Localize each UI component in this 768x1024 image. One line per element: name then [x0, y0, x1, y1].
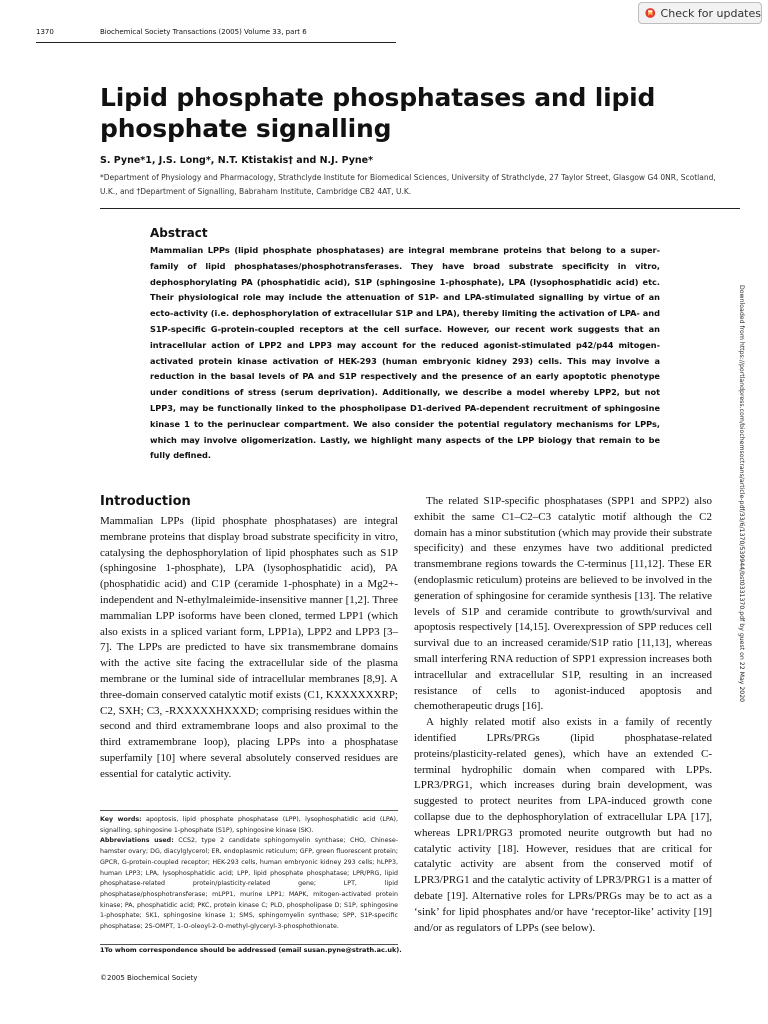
abstract-heading: Abstract: [150, 226, 208, 240]
check-updates-icon: [645, 6, 656, 20]
check-updates-label: Check for updates: [660, 6, 761, 20]
footnote-rule: [100, 810, 398, 811]
download-notice-text: Downloaded from https://portlandpress.com/biochemsoctrans/article-pdf/33/6/1370/539944/bst0331370.pdf by guest on 22 May 2020: [738, 285, 745, 703]
introduction-heading: Introduction: [100, 494, 191, 509]
title-rule: [100, 208, 740, 209]
left-column: [100, 514, 398, 783]
abstract-body: Mammalian LPPs (lipid phosphate phosphatases) are integral membrane proteins that belong to a super-family of lipid phosphatases/phosphotransferases. They have broad substrate specificity in vitro, dephosphorylating PA (phosphatidic acid), S1P (sphingosine 1-phosphate), LPA (lysophosphatidic acid) etc. Their physiological role may include the attenuation of S1P- and LPA-stimulated signalling by virtue of an ecto-activity (i.e. dephosphorylation of extracellular S1P and LPA), thereby limiting the activation of LPA- and S1P-specific G-protein-coupled receptors at the cell surface. However, our recent work suggests that an intracellular action of LPP2 and LPP3 may account for the reduced agonist-stimulated p42/p44 mitogen-activated protein kinase activation of HEK-293 (human embryonic kidney 293) cells. This may involve a reduction in the basal levels of PA and S1P respectively and the presence of an early apoptotic phenotype under conditions of stress (serum deprivation). Additionally, we describe a model whereby LPP2, but not LPP3, may be functionally linked to the phospholipase D1-derived PA-dependent recruitment of sphingosine kinase 1 to the perinuclear compartment. We also consider the potential regulatory mechanisms for LPPs, which may involve oligomerization. Lastly, we highlight many aspects of the LPP biology that remain to be fully defined.: [150, 245, 660, 461]
download-notice: [735, 285, 747, 975]
keywords-label: Key words:: [100, 816, 142, 823]
intro-paragraph-1: Mammalian LPPs (lipid phosphate phosphatases) are integral membrane proteins that display broad substrate specificity in vitro, catalysing the dephosphorylation of lipid phosphates such as S1P (sphingosine 1-phosphate), LPA (lysophosphatidic acid), PA (phosphatidic acid) and C1P (ceramide 1-phosphate) in a Mg2+-independent and N-ethylmaleimide-insensitive manner [1,2]. Three mammalian LPP isoforms have been cloned, termed LPP1 (which also exists in a spliced variant form, LPP1a), LPP2 and LPP3 [3–7]. The LPPs are predicted to have six transmembrane domains with the active site facing the extracellular side of the plasma membrane or the luminal side of intracellular membranes [8,9]. A three-domain conserved catalytic motif exists (C1, KXXXXXXRP; C2, SXH; C3, -RXXXXXHXXXD; comprising residues within the second and third extramembrane loops and also proximal to the third extramembrane loop), placing LPPs into a phosphatase superfamily [10] where several absolutely conserved residues are essential for catalytic activity.: [100, 515, 398, 780]
keywords-text: apoptosis, lipid phosphate phosphatase (LPP), lysophosphatidic acid (LPA), signalling, sphingosine 1-phosphate (S1P), sphingosine kinase (SK).: [100, 816, 398, 834]
correspondence-note: 1To whom correspondence should be addressed (email susan.pyne@strath.ac.uk).: [100, 946, 402, 954]
header-rule: [36, 42, 396, 43]
intro-paragraph-2: The related S1P-specific phosphatases (SPP1 and SPP2) also exhibit the same C1–C2–C3 catalytic motif although the C2 domain has a minor substitution (which may provide their substrate specificity) and these enzymes have two additional predicted transmembrane regions towards the C-terminus [11,12]. These ER (endoplasmic reticulum) proteins are believed to be involved in the generation of sphingosine for ceramide synthesis [13]. The relative levels of S1P and ceramide contribute to growth/survival and apoptosis respectively [14,15]. Overexpression of SPP reduces cell survival due to an increased ceramide/S1P ratio [11,13], whereas small interfering RNA reduction of SPP1 expression increases both intracellular and extracellular S1P, resulting in an increased resistance of cells to agonist-induced apoptosis and chemotherapeutic drugs [16].: [414, 495, 712, 713]
copyright: ©2005 Biochemical Society: [100, 974, 198, 982]
correspondence-rule: [100, 944, 398, 945]
intro-paragraph-3: A highly related motif also exists in a family of recently identified LPRs/PRGs (lipid phosphatase-related proteins/plasticity-related genes), which have an extended C-terminal hydrophilic domain when compared with LPPs. LPR3/PRG1, which increases during brain development, was suggested to protect neurites from LPA-induced growth cone collapse due to the dephosphorylation of extracellular LPA [17], whereas LPR1/PRG3 promoted neurite outgrowth but had no catalytic activity [18]. However, residues that are critical for catalytic activity are absent from the conserved motif of LPR3/PRG1 and the catalytic activity of LPR3/PRG1 is a matter of debate [19]. Alternative roles for LPRs/PRGs may be to act as a ‘sink’ for lipid phosphates and/or have ‘receptor-like’ activity [19] and/or as regulators of LPPs (see below).: [414, 716, 712, 934]
page-number: 1370: [36, 28, 54, 36]
article-title: Lipid phosphate phosphatases and lipid phosphate signalling: [100, 83, 656, 143]
abbreviations-label: Abbreviations used:: [100, 837, 174, 845]
author-list: S. Pyne*1, J.S. Long*, N.T. Ktistakis† and N.J. Pyne*: [100, 155, 374, 166]
check-for-updates-button[interactable]: [638, 2, 762, 24]
footnotes: [100, 815, 398, 933]
right-column: [414, 494, 712, 936]
journal-name: Biochemical Society Transactions (2005) Volume 33, part 6: [100, 28, 307, 36]
abbreviations-text: CCS2, type 2 candidate sphingomyelin synthase; CHO, Chinese-hamster ovary; DG, diacylglycerol; ER, endoplasmic reticulum; GFP, green fluorescent protein; GPCR, G-protein-coupled receptor; HEK-293 cells, human embryonic kidney 293 cells; hLPP3, human LPP3; LPA, lysophosphatidic acid; LPP, lipid phosphate phosphatase; LPR/PRG, lipid phosphatase-related protein/plasticity-related gene; LPT, lipid phosphatase/phosphotransferase; mLPP1, murine LPP1; MAPK, mitogen-activated protein kinase; PA, phosphatidic acid; PKC, protein kinase C; PLD, phospholipase D; S1P, sphingosine 1-phosphate; SK1, sphingosine kinase 1; SMS, sphingomyelin synthase; SPP, S1P-specific phosphatase; 2S-OMPT, 1-O-oleoyl-2-O-methyl-glyceryl-3-phosphothionate.: [100, 837, 398, 931]
affiliations: *Department of Physiology and Pharmacology, Strathclyde Institute for Biomedical Sciences, University of Strathclyde, 27 Taylor Street, Glasgow G4 0NR, Scotland, U.K., and †Department of Signalling, Babraham Institute, Cambridge CB2 4AT, U.K.: [100, 173, 716, 196]
